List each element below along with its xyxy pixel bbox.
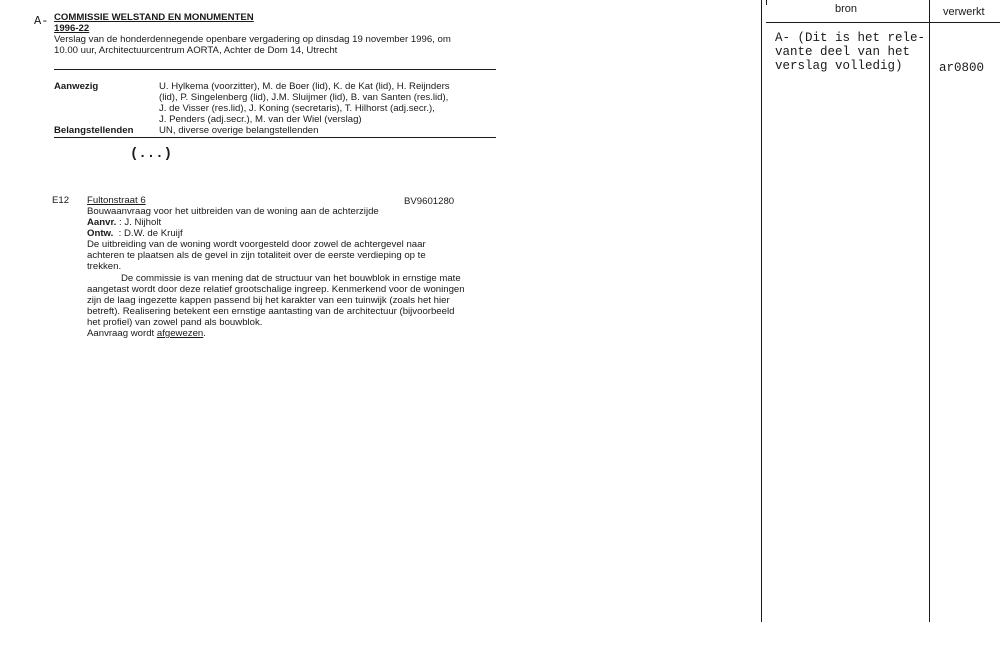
designer-value: : D.W. de Kruijf — [118, 228, 183, 239]
present-line: (lid), P. Singelenberg (lid), J.M. Sluijmer (lid), B. van Santen (res.lid), — [159, 92, 449, 103]
section-marker: A- — [34, 14, 49, 28]
applicant-row — [87, 217, 161, 228]
opinion-line: zijn de laag ingezette kappen passend bij het karakter van een tuinwijk (zoals het hier — [87, 295, 450, 306]
present-line: J. Penders (adj.secr.), M. van der Wiel (verslag) — [159, 114, 362, 125]
verdict-prefix: Aanvraag wordt — [87, 328, 157, 339]
description-line: De uitbreiding van de woning wordt voorgesteld door zowel de achtergevel naar — [87, 239, 426, 250]
divider-bottom — [54, 137, 496, 138]
applicant-label: Aanvr. — [87, 217, 117, 228]
divider-top — [54, 69, 496, 70]
intro-line: 10.00 uur, Architectuurcentrum AORTA, Achter de Dom 14, Utrecht — [54, 45, 338, 56]
omission-ellipsis: (...) — [130, 146, 173, 162]
margin-column-divider — [929, 0, 930, 622]
intro-line: Verslag van de honderdennegende openbare vergadering op dinsdag 19 november 1996, om — [54, 34, 451, 45]
stakeholders-text: UN, diverse overige belangstellenden — [159, 125, 319, 136]
applicant-value: : J. Nijholt — [119, 217, 162, 228]
present-label: Aanwezig — [54, 81, 99, 92]
item-code: E12 — [52, 195, 70, 206]
bron-note-line: A- (Dit is het rele- — [775, 31, 926, 45]
stakeholders-label: Belangstellenden — [54, 125, 134, 136]
description-line: achteren te plaatsen als de gevel in zijn totaliteit over de eerste verdieping op te — [87, 250, 426, 261]
margin-left-line — [761, 0, 762, 622]
designer-label: Ontw. — [87, 228, 114, 239]
document-title: COMMISSIE WELSTAND EN MONUMENTEN — [54, 12, 254, 23]
meeting-number: 1996-22 — [54, 23, 90, 34]
margin-tick — [766, 0, 767, 5]
bron-note-line: vante deel van het — [775, 45, 911, 59]
present-line: U. Hylkema (voorzitter), M. de Boer (lid), K. de Kat (lid), H. Reijnders — [159, 81, 450, 92]
verdict-row — [87, 328, 206, 339]
verdict-suffix: . — [203, 328, 206, 339]
item-request: Bouwaanvraag voor het uitbreiden van de woning aan de achterzijde — [87, 206, 379, 217]
opinion-line: De commissie is van mening dat de structuur van het bouwblok in ernstige mate — [121, 273, 461, 284]
description-line: trekken. — [87, 261, 122, 272]
verwerkt-code: ar0800 — [939, 61, 985, 75]
designer-row — [87, 228, 183, 239]
opinion-line: betreft). Realisering betekent een ernstige aantasting van de architectuur (bijvoorbeeld — [87, 306, 455, 317]
verdict-word: afgewezen — [156, 328, 204, 339]
verwerkt-header: verwerkt — [943, 6, 985, 18]
opinion-line: aangetast wordt door deze relatief grootschalige ingreep. Kenmerkend voor de woningen — [87, 284, 465, 295]
present-line: J. de Visser (res.lid), J. Koning (secretaris), T. Hilhorst (adj.secr.), — [159, 103, 435, 114]
item-address: Fultonstraat 6 — [87, 195, 146, 206]
bron-header: bron — [835, 3, 858, 15]
margin-header-rule — [766, 22, 1000, 23]
opinion-line: het profiel) van zowel pand als bouwblok. — [87, 317, 263, 328]
bron-note-line: verslag volledig) — [775, 59, 903, 73]
item-reference: BV9601280 — [404, 196, 455, 207]
